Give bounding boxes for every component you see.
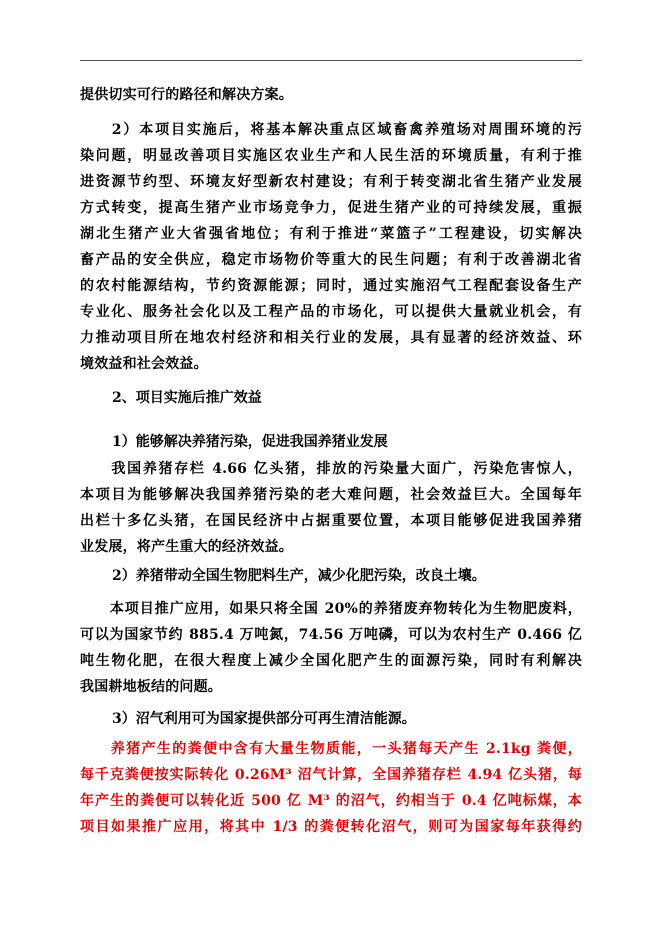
subsection-heading: 3）沼气利用可为国家提供部分可再生清洁能源。 (112, 711, 416, 727)
text-line: 我国养猪存栏 4.66 亿头猪，排放的污染量大面广，污染危害惊人， (80, 461, 582, 477)
text-line: 每千克粪便按实际转化 0.26M³ 沼气计算，全国养猪存栏 4.94 亿头猪，每 (80, 767, 582, 783)
text-line: 可以为国家节约 885.4 万吨氮，74.56 万吨磷，可以为农村生产 0.466 亿 (80, 627, 582, 643)
paragraph-item-2 (80, 117, 582, 377)
text-line: 进资源节约型、环境友好型新农村建设；有利于转变湖北省生猪产业发展 (80, 174, 582, 190)
text-line: 吨生物化肥，在很大程度上减少全国化肥产生的面源污染，同时有利解决 (80, 653, 582, 669)
paragraph-fertilizer (80, 596, 582, 700)
text-line: 年产生的粪便可以转化近 500 亿 M³ 的沼气，约相当于 0.4 亿吨标煤，本 (80, 793, 582, 809)
text-line: 方式转变，提高生猪产业市场竞争力，促进生猪产业的可持续发展，重振 (80, 200, 582, 216)
text-line: 出栏十多亿头猪，在国民经济中占据重要位置，本项目能够促进我国养猪 (80, 513, 582, 529)
text-line: 2）本项目实施后，将基本解决重点区域畜禽养殖场对周围环境的污 (80, 122, 582, 138)
text-line: 我国耕地板结的问题。 (80, 679, 222, 695)
text-line: 专业化、服务社会化以及工程产品的市场化，可以提供大量就业机会，有 (80, 304, 582, 320)
subsection-heading: 2）养猪带动全国生物肥料生产，减少化肥污染，改良土壤。 (112, 568, 486, 584)
text-line: 提供切实可行的路径和解决方案。 (80, 87, 293, 103)
text-line: 的农村能源结构，节约资源能源；同时，通过实施沼气工程配套设备生产 (80, 278, 582, 294)
text-line: 境效益和社会效益。 (80, 356, 208, 372)
section-heading: 2、项目实施后推广效益 (112, 390, 262, 406)
text-line: 染问题，明显改善项目实施区农业生产和人民生活的环境质量，有利于推 (80, 148, 582, 164)
text-line: 畜产品的安全供应，稳定市场物价等重大的民生问题；有利于改善湖北省 (80, 252, 582, 268)
header-rule (80, 60, 582, 61)
text-line: 本项目为能够解决我国养猪污染的老大难问题，社会效益巨大。全国每年 (80, 487, 582, 503)
text-line: 业发展，将产生重大的经济效益。 (80, 539, 293, 555)
paragraph-pig-farming (80, 456, 582, 560)
text-line: 项目如果推广应用，将其中 1/3 的粪便转化沼气，则可为国家每年获得约 (80, 819, 582, 835)
text-line: 养猪产生的粪便中含有大量生物质能，一头猪每天产生 2.1kg 粪便， (80, 741, 582, 757)
text-line: 力推动项目所在地农村经济和相关行业的发展，具有显著的经济效益、环 (80, 330, 582, 346)
paragraph-biogas-highlight (80, 736, 582, 840)
paragraph-intro-end (80, 82, 582, 108)
text-line: 湖北生猪产业大省强省地位；有利于推进“菜篮子”工程建设，切实解决 (80, 226, 582, 242)
subsection-heading: 1）能够解决养猪污染，促进我国养猪业发展 (112, 434, 388, 450)
text-line: 本项目推广应用，如果只将全国 20%的养猪废弃物转化为生物肥废料， (80, 601, 582, 617)
